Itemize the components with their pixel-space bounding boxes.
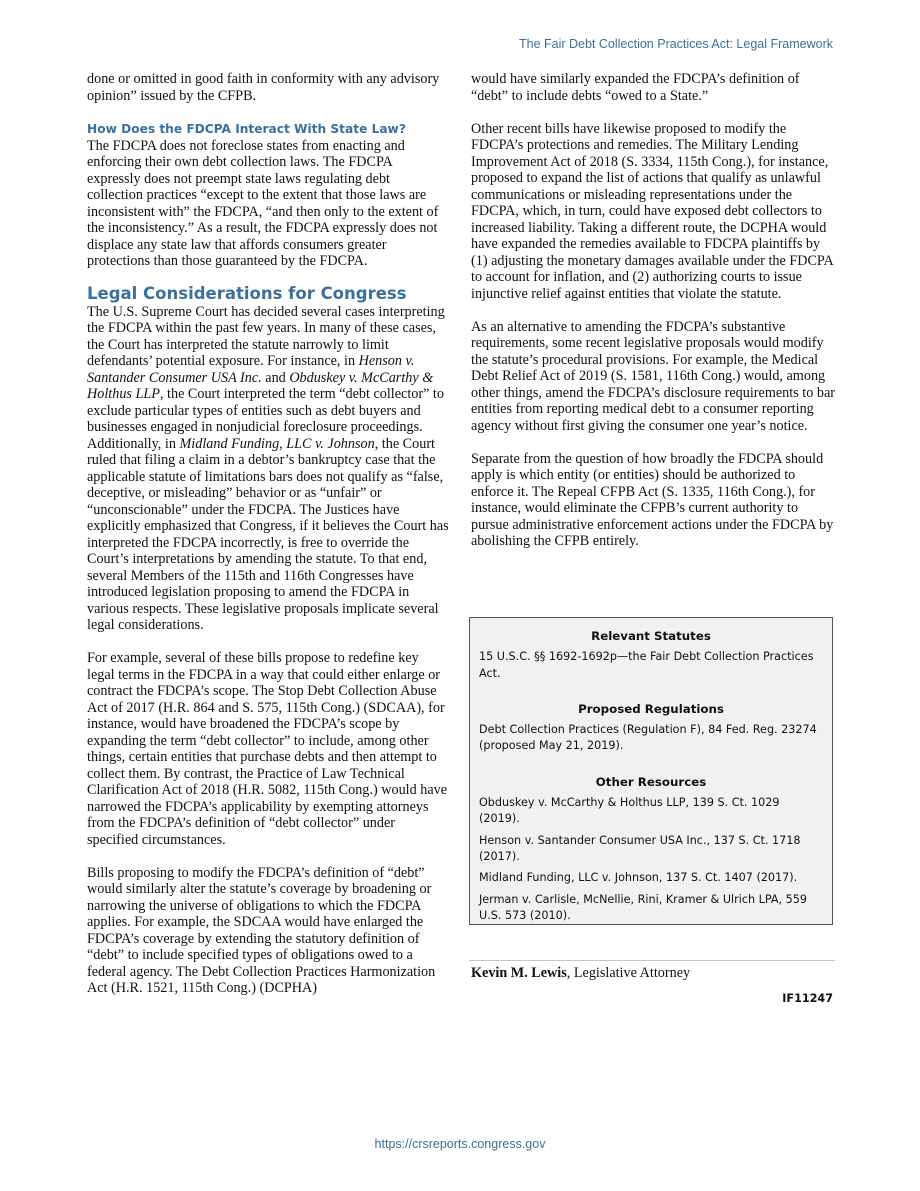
regulation-item: Debt Collection Practices (Regulation F), 84 Fed. Reg. 23274 (proposed May 21, 2019). bbox=[479, 723, 817, 753]
statutes-heading: Relevant Statutes bbox=[591, 629, 711, 643]
legal-paragraph-3: Bills proposing to modify the FDCPA’s definition of “debt” would similarly alter the statute’s coverage by broadening or narrowing the universe of obligations to which the FDCPA applies. For example, the SDCAA would have enlarged the FDCPA’s coverage by extending the statutory definition of “debt” to include specified types of obligations owed to a federal agency. The Debt Collection Practices Harmonization Act (H.R. 1521, 115th Cong.) (DCPHA) bbox=[87, 864, 436, 996]
legal-paragraph-1: The U.S. Supreme Court has decided several cases interpreting the FDCPA within the past few years. In many of these cases, the Court has interpreted the statute narrowly to limit defendants’ potential exposure. For instance, in Henson v. Santander Consumer USA Inc. and Obduskey v. McCarthy & Holthus LLP, the Court interpreted the term “debt collector” to exclude particular types of entities such as debt buyers and businesses engaged in nonjudicial foreclosure proceedings. Additionally, in Midland Funding, LLC v. Johnson, the Court ruled that filing a claim in a debtor’s bankruptcy case that the applicable statute of limitations bars does not qualify as “false, deceptive, or misleading” behavior or as “unfair” or “unconscionable” under the FDCPA. The Justices have explicitly emphasized that Congress, if it believes the Court has interpreted the FDCPA incorrectly, is free to override the Court’s interpretations by amending the statute. To that end, several Members of the 115th and 116th Congresses have introduced legislation proposing to amend the FDCPA in various respects. These legislative proposals implicate several legal considerations. bbox=[87, 303, 449, 633]
author-divider bbox=[469, 960, 835, 961]
right-paragraph-3: As an alternative to amending the FDCPA’s substantive requirements, some recent legislative proposals would modify the statute’s procedural provisions. For example, the Medical Debt Relief Act of 2019 (S. 1581, 116th Cong.) would, among other things, amend the FDCPA’s disclosure requirements to bar entities from reporting medical debt to a consumer reporting agency without first giving the consumer one year’s notice. bbox=[471, 318, 835, 434]
case-henson: Henson v. Santander Consumer USA Inc. bbox=[87, 353, 415, 386]
case-obduskey: Obduskey v. McCarthy & Holthus LLP bbox=[87, 369, 434, 402]
right-column bbox=[471, 71, 836, 550]
legal-paragraph-2: For example, several of these bills propose to redefine key legal terms in the FDCPA in a way that could either enlarge or contract the FDCPA’s scope. The Stop Debt Collection Abuse Act of 2017 (H.R. 864 and S. 575, 115th Cong.) (SDCAA), for instance, would have broadened the FDCPA’s scope by expanding the term “debt collector” to include, among other things, certain entities that purchase debts and then attempt to collect them. By contrast, the Practice of Law Technical Clarification Act of 2018 (H.R. 5082, 115th Cong.) would have narrowed the FDCPA’s applicability by exempting attorneys from the FDCPA’s definition of “debt collector” under specified circumstances. bbox=[87, 650, 448, 848]
author-title: , Legislative Attorney bbox=[566, 965, 691, 981]
footer-link[interactable]: https://crsreports.congress.gov bbox=[374, 1137, 546, 1151]
state-law-paragraph: The FDCPA does not foreclose states from enacting and enforcing their own debt collection laws. The FDCPA expressly does not preempt state laws regulating debt collection practices “except to the extent that those laws are inconsistent with” the FDCPA, “and then only to the extent of the inconsistency.” As a result, the FDCPA expressly does not displace any state law that affords consumers greater protections than those guaranteed by the FDCPA. bbox=[87, 137, 439, 269]
right-paragraph-4: Separate from the question of how broadly the FDCPA should apply is which entity (or entities) should be authorized to enforce it. The Repeal CFPB Act (S. 1335, 116th Cong.), for instance, would eliminate the CFPB’s current authority to pursue administrative enforcement actions under the FDCPA by abolishing the CFPB entirely. bbox=[471, 450, 834, 549]
left-column bbox=[87, 71, 449, 997]
statute-item: 15 U.S.C. §§ 1692-1692p—the Fair Debt Collection Practices Act. bbox=[479, 650, 814, 680]
other-resources-heading: Other Resources bbox=[595, 774, 707, 789]
right-paragraph-2: Other recent bills have likewise proposed to modify the FDCPA’s protections and remedies. The Military Lending Improvement Act of 2018 (S. 3334, 115th Cong.), for instance, proposed to expand the list of actions that qualify as unlawful communications or misleading representations under the FDCPA, which, in turn, could have exposed debt collectors to increased liability. Taking a different route, the DCPHA would have expanded the remedies available to FDCPA plaintiffs by (1) adjusting the monetary damages available under the FDCPA to account for inflation, and (2) authorizing courts to issue injunctive relief against entities that violate the statute. bbox=[471, 120, 833, 302]
running-header: The Fair Debt Collection Practices Act: Legal Framework bbox=[518, 37, 833, 51]
document-id: IF11247 bbox=[782, 992, 833, 1005]
right-paragraph-1: would have similarly expanded the FDCPA’s definition of “debt” to include debts “owed to a State.” bbox=[471, 71, 800, 104]
resources-sidebar bbox=[469, 617, 833, 925]
state-law-heading: How Does the FDCPA Interact With State Law? bbox=[87, 121, 406, 136]
resource-item: Henson v. Santander Consumer USA Inc., 137 S. Ct. 1718 (2017). bbox=[479, 833, 801, 863]
author-name: Kevin M. Lewis bbox=[471, 965, 567, 981]
regulations-heading: Proposed Regulations bbox=[578, 701, 724, 716]
author-line bbox=[471, 964, 690, 982]
resource-item: Jerman v. Carlisle, McNellie, Rini, Kramer & Ulrich LPA, 559 U.S. 573 (2010). bbox=[479, 892, 808, 922]
intro-paragraph: done or omitted in good faith in conformity with any advisory opinion” issued by the CFPB. bbox=[87, 71, 440, 104]
resource-item: Obduskey v. McCarthy & Holthus LLP, 139 S. Ct. 1029 (2019). bbox=[479, 796, 780, 826]
resource-item: Midland Funding, LLC v. Johnson, 137 S. Ct. 1407 (2017). bbox=[479, 871, 798, 885]
legal-considerations-heading: Legal Considerations for Congress bbox=[87, 283, 407, 303]
case-midland: Midland Funding, LLC v. Johnson bbox=[179, 435, 375, 452]
